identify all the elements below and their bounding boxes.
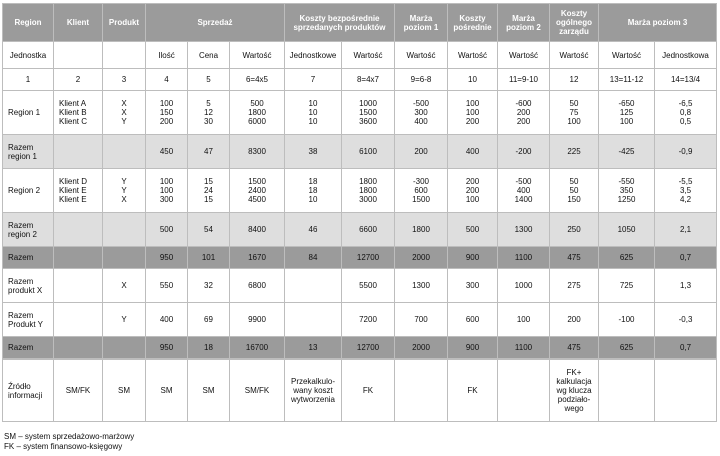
m2-cell: 1100	[498, 337, 550, 359]
unit-wartosc-8: Wartość	[342, 42, 395, 69]
cell-line: 100	[159, 177, 174, 186]
m1-cell: 1300	[395, 269, 448, 303]
cena-cell: 18	[188, 337, 230, 359]
unit-wartosc-11: Wartość	[498, 42, 550, 69]
cell-line: 4500	[248, 195, 266, 204]
unit-cena: Cena	[188, 42, 230, 69]
cell-line: 1800	[359, 177, 377, 186]
header-koszty-bezposrednie: Koszty bezpośrednie sprzedanych produktów	[285, 4, 395, 42]
m1-cell: 700	[395, 303, 448, 337]
cell-line: Klient B	[59, 108, 87, 117]
column-number: 4	[146, 69, 188, 91]
cell-line: 10	[308, 99, 318, 108]
table-row	[3, 337, 717, 359]
cell-line: 1500	[412, 195, 430, 204]
header-koszty-ogolne: Koszty ogólnego zarządu	[550, 4, 599, 42]
cena-cell: 69	[188, 303, 230, 337]
m3-cell: 625	[599, 337, 655, 359]
source-table	[2, 359, 717, 422]
cell-line: 0,5	[679, 117, 692, 126]
m3-cell: -100	[599, 303, 655, 337]
klient-cell	[54, 269, 103, 303]
cell-line: -500	[515, 177, 532, 186]
cell-line: 10	[308, 108, 318, 117]
jedn-cell	[285, 269, 342, 303]
m3-cell: 725	[599, 269, 655, 303]
table-row	[3, 91, 717, 135]
cell-line: 15	[204, 177, 213, 186]
m1-cell: 200	[395, 135, 448, 169]
ko-cell: 225	[550, 135, 599, 169]
cell-line: 50	[569, 99, 579, 108]
produkt-cell	[103, 213, 146, 247]
cell-line: 200	[516, 108, 531, 117]
m3-cell: 625	[599, 247, 655, 269]
cell-line: 50	[569, 177, 579, 186]
cell-line: 100	[465, 99, 480, 108]
kp-cell: 600	[448, 303, 498, 337]
cell-line: 50	[569, 186, 579, 195]
cell-line: 350	[619, 186, 634, 195]
column-number: 8=4x7	[342, 69, 395, 91]
header-koszty-posrednie: Koszty pośrednie	[448, 4, 498, 42]
m3j-cell: 0,7	[655, 337, 717, 359]
m2-cell: -200	[498, 135, 550, 169]
cell-line: 1500	[248, 177, 266, 186]
cell-line: -550	[618, 177, 635, 186]
cell-line: 100	[465, 195, 480, 204]
row-label: Region 2	[3, 169, 54, 213]
ilosc-cell: 950	[146, 337, 188, 359]
m3j-cell: 1,3	[655, 269, 717, 303]
unit-ilosc: Ilość	[146, 42, 188, 69]
kp-cell: 900	[448, 247, 498, 269]
cell-line: 1500	[359, 108, 377, 117]
wart8-cell	[342, 91, 395, 135]
m1-cell: 2000	[395, 337, 448, 359]
column-number: 2	[54, 69, 103, 91]
table-row	[3, 303, 717, 337]
wart8-cell: 5500	[342, 269, 395, 303]
source-klient: SM/FK	[54, 360, 103, 422]
row-label: Razem region 2	[3, 213, 54, 247]
row-label: Razem Produkt Y	[3, 303, 54, 337]
header-produkt: Produkt	[103, 4, 146, 42]
ilosc-cell: 550	[146, 269, 188, 303]
cell-line: 1800	[359, 186, 377, 195]
ilosc-cell: 400	[146, 303, 188, 337]
wartosc-cell: 16700	[230, 337, 285, 359]
cell-line: 200	[465, 177, 480, 186]
wartosc-cell: 6800	[230, 269, 285, 303]
kp-cell: 500	[448, 213, 498, 247]
cell-line: 3600	[359, 117, 377, 126]
ko-cell: 475	[550, 337, 599, 359]
cell-line: 125	[619, 108, 634, 117]
footnotes	[4, 432, 134, 452]
cell-line: 100	[159, 186, 174, 195]
m3j-cell	[655, 169, 717, 213]
header-klient: Klient	[54, 4, 103, 42]
cell-line: 5	[206, 99, 211, 108]
m3-cell: 1050	[599, 213, 655, 247]
cell-line: X	[121, 195, 127, 204]
wart8-cell: 12700	[342, 247, 395, 269]
table-row	[3, 269, 717, 303]
cell-line: 200	[465, 186, 480, 195]
m1-cell: 2000	[395, 247, 448, 269]
source-koszty-ogolne: FK+ kalkulacja wg klucza podziało- wego	[550, 360, 599, 422]
cell-line: 500	[250, 99, 264, 108]
jedn-cell	[285, 169, 342, 213]
unit-jednostkowa: Jednostkowa	[655, 42, 717, 69]
kp-cell	[448, 169, 498, 213]
klient-cell	[54, 91, 103, 135]
column-number: 10	[448, 69, 498, 91]
kp-cell: 300	[448, 269, 498, 303]
row-label: Region 1	[3, 91, 54, 135]
cell-line: 200	[159, 117, 174, 126]
cell-line: 10	[308, 117, 318, 126]
cena-cell	[188, 91, 230, 135]
header-sprzedaz: Sprzedaż	[146, 4, 285, 42]
jedn-cell: 46	[285, 213, 342, 247]
source-ilosc: SM	[146, 360, 188, 422]
wart8-cell: 12700	[342, 337, 395, 359]
m3j-cell: 0,7	[655, 247, 717, 269]
margin-table	[2, 3, 717, 359]
row-label: Razem	[3, 337, 54, 359]
cell-line: -500	[412, 99, 429, 108]
footnote-fk: FK – system finansowo-księgowy	[4, 442, 123, 451]
cell-line: Klient E	[59, 195, 87, 204]
unit-jednostkowe: Jednostkowe	[285, 42, 342, 69]
column-number: 12	[550, 69, 599, 91]
produkt-cell: X	[103, 269, 146, 303]
cell-line: -650	[618, 99, 635, 108]
m1-cell: 1800	[395, 213, 448, 247]
wart8-cell	[342, 169, 395, 213]
cell-line: 0,8	[679, 108, 692, 117]
klient-cell	[54, 247, 103, 269]
ko-cell: 250	[550, 213, 599, 247]
cell-line: 3000	[359, 195, 377, 204]
header-marza-2: Marża poziom 2	[498, 4, 550, 42]
m3-cell	[599, 169, 655, 213]
ko-cell: 475	[550, 247, 599, 269]
unit-wartosc-13: Wartość	[599, 42, 655, 69]
cell-line: -5,5	[678, 177, 693, 186]
unit-wartosc-10: Wartość	[448, 42, 498, 69]
ilosc-cell	[146, 91, 188, 135]
kp-cell	[448, 91, 498, 135]
cell-line: Klient E	[59, 186, 87, 195]
cell-line: 12	[204, 108, 213, 117]
column-number: 1	[3, 69, 54, 91]
column-number: 14=13/4	[655, 69, 717, 91]
cell-line: Y	[121, 186, 127, 195]
row-label: Razem	[3, 247, 54, 269]
table-row	[3, 169, 717, 213]
cell-line: -300	[412, 177, 429, 186]
row-label: Razem region 1	[3, 135, 54, 169]
source-wartosc: SM/FK	[230, 360, 285, 422]
cena-cell: 101	[188, 247, 230, 269]
wartosc-cell: 1670	[230, 247, 285, 269]
wart8-cell: 6100	[342, 135, 395, 169]
cell-line: 18	[308, 186, 318, 195]
source-jednostkowe: Przekalkulo- wany koszt wytworzenia	[285, 360, 342, 422]
cell-line: 150	[159, 108, 174, 117]
cell-line: Y	[121, 177, 127, 186]
cena-cell: 47	[188, 135, 230, 169]
produkt-cell	[103, 247, 146, 269]
ko-cell	[550, 91, 599, 135]
m3-cell	[599, 91, 655, 135]
cell-line: 1000	[359, 99, 377, 108]
cena-cell: 54	[188, 213, 230, 247]
column-number: 13=11-12	[599, 69, 655, 91]
cell-line: 200	[516, 117, 531, 126]
jedn-cell: 84	[285, 247, 342, 269]
jedn-cell: 13	[285, 337, 342, 359]
column-number: 11=9-10	[498, 69, 550, 91]
produkt-cell	[103, 135, 146, 169]
cell-line: 100	[619, 117, 634, 126]
m2-cell: 1100	[498, 247, 550, 269]
column-number: 6=4x5	[230, 69, 285, 91]
cell-line: X	[121, 108, 127, 117]
source-cena: SM	[188, 360, 230, 422]
m2-cell	[498, 91, 550, 135]
table-row	[3, 135, 717, 169]
m2-cell: 100	[498, 303, 550, 337]
cell-line: 1250	[617, 195, 636, 204]
cell-line: 1400	[514, 195, 533, 204]
ilosc-cell: 450	[146, 135, 188, 169]
m1-cell	[395, 91, 448, 135]
kp-cell: 400	[448, 135, 498, 169]
header-marza-1: Marża poziom 1	[395, 4, 448, 42]
cell-line: Klient A	[59, 99, 87, 108]
cell-line: 75	[569, 108, 579, 117]
unit-wartosc-12: Wartość	[550, 42, 599, 69]
m1-cell	[395, 169, 448, 213]
ilosc-cell: 950	[146, 247, 188, 269]
cena-cell	[188, 169, 230, 213]
footnote-sm: SM – system sprzedażowo-marżowy	[4, 432, 135, 441]
ko-cell: 200	[550, 303, 599, 337]
unit-label: Jednostka	[3, 42, 54, 69]
cell-line: Klient D	[59, 177, 88, 186]
table-row	[3, 213, 717, 247]
cell-line: -600	[515, 99, 532, 108]
row-label: Razem produkt X	[3, 269, 54, 303]
cell-line: 400	[516, 186, 531, 195]
m2-cell: 1300	[498, 213, 550, 247]
wartosc-cell: 8300	[230, 135, 285, 169]
cell-line: X	[121, 99, 127, 108]
produkt-cell	[103, 91, 146, 135]
source-koszty-posrednie: FK	[448, 360, 498, 422]
ilosc-cell: 500	[146, 213, 188, 247]
produkt-cell	[103, 169, 146, 213]
wartosc-cell	[230, 91, 285, 135]
wartosc-cell	[230, 169, 285, 213]
header-marza-3: Marża poziom 3	[599, 4, 717, 42]
cell-line: 150	[567, 195, 581, 204]
cell-line: 1800	[248, 108, 266, 117]
cell-line: 300	[159, 195, 174, 204]
cell-line: 10	[308, 195, 318, 204]
cell-line: 100	[159, 99, 174, 108]
cell-line: 200	[465, 117, 480, 126]
ko-cell: 275	[550, 269, 599, 303]
m3j-cell: -0,3	[655, 303, 717, 337]
jedn-cell	[285, 303, 342, 337]
klient-cell	[54, 337, 103, 359]
wart8-cell: 6600	[342, 213, 395, 247]
source-wartosc-8: FK	[342, 360, 395, 422]
m3j-cell: -0,9	[655, 135, 717, 169]
wart8-cell: 7200	[342, 303, 395, 337]
cell-line: 2400	[248, 186, 266, 195]
source-label: Źródło informacji	[3, 360, 54, 422]
source-produkt: SM	[103, 360, 146, 422]
cell-line: 400	[414, 117, 428, 126]
cell-line: 100	[567, 117, 581, 126]
produkt-cell: Y	[103, 303, 146, 337]
cell-line: 18	[308, 177, 318, 186]
m2-cell: 1000	[498, 269, 550, 303]
cell-line: 300	[414, 108, 428, 117]
m3j-cell: 2,1	[655, 213, 717, 247]
jedn-cell: 38	[285, 135, 342, 169]
cell-line: 15	[204, 195, 213, 204]
cell-line: -6,5	[678, 99, 693, 108]
cell-line: 6000	[248, 117, 266, 126]
cell-line: Klient C	[59, 117, 88, 126]
cell-line: Y	[121, 117, 127, 126]
table-row	[3, 247, 717, 269]
wartosc-cell: 8400	[230, 213, 285, 247]
cell-line: 600	[414, 186, 428, 195]
column-number: 7	[285, 69, 342, 91]
cell-line: 4,2	[679, 195, 692, 204]
unit-wartosc: Wartość	[230, 42, 285, 69]
header-region: Region	[3, 4, 54, 42]
cell-line: 30	[204, 117, 213, 126]
cell-line: 3,5	[679, 186, 692, 195]
ko-cell	[550, 169, 599, 213]
m3-cell: -425	[599, 135, 655, 169]
cell-line: 100	[465, 108, 480, 117]
cell-line: 24	[204, 186, 213, 195]
column-number: 5	[188, 69, 230, 91]
produkt-cell	[103, 337, 146, 359]
m2-cell	[498, 169, 550, 213]
column-number: 9=6-8	[395, 69, 448, 91]
kp-cell: 900	[448, 337, 498, 359]
ilosc-cell	[146, 169, 188, 213]
column-number: 3	[103, 69, 146, 91]
unit-wartosc-9: Wartość	[395, 42, 448, 69]
klient-cell	[54, 135, 103, 169]
m3j-cell	[655, 91, 717, 135]
wartosc-cell: 9900	[230, 303, 285, 337]
klient-cell	[54, 303, 103, 337]
jedn-cell	[285, 91, 342, 135]
cena-cell: 32	[188, 269, 230, 303]
klient-cell	[54, 213, 103, 247]
klient-cell	[54, 169, 103, 213]
